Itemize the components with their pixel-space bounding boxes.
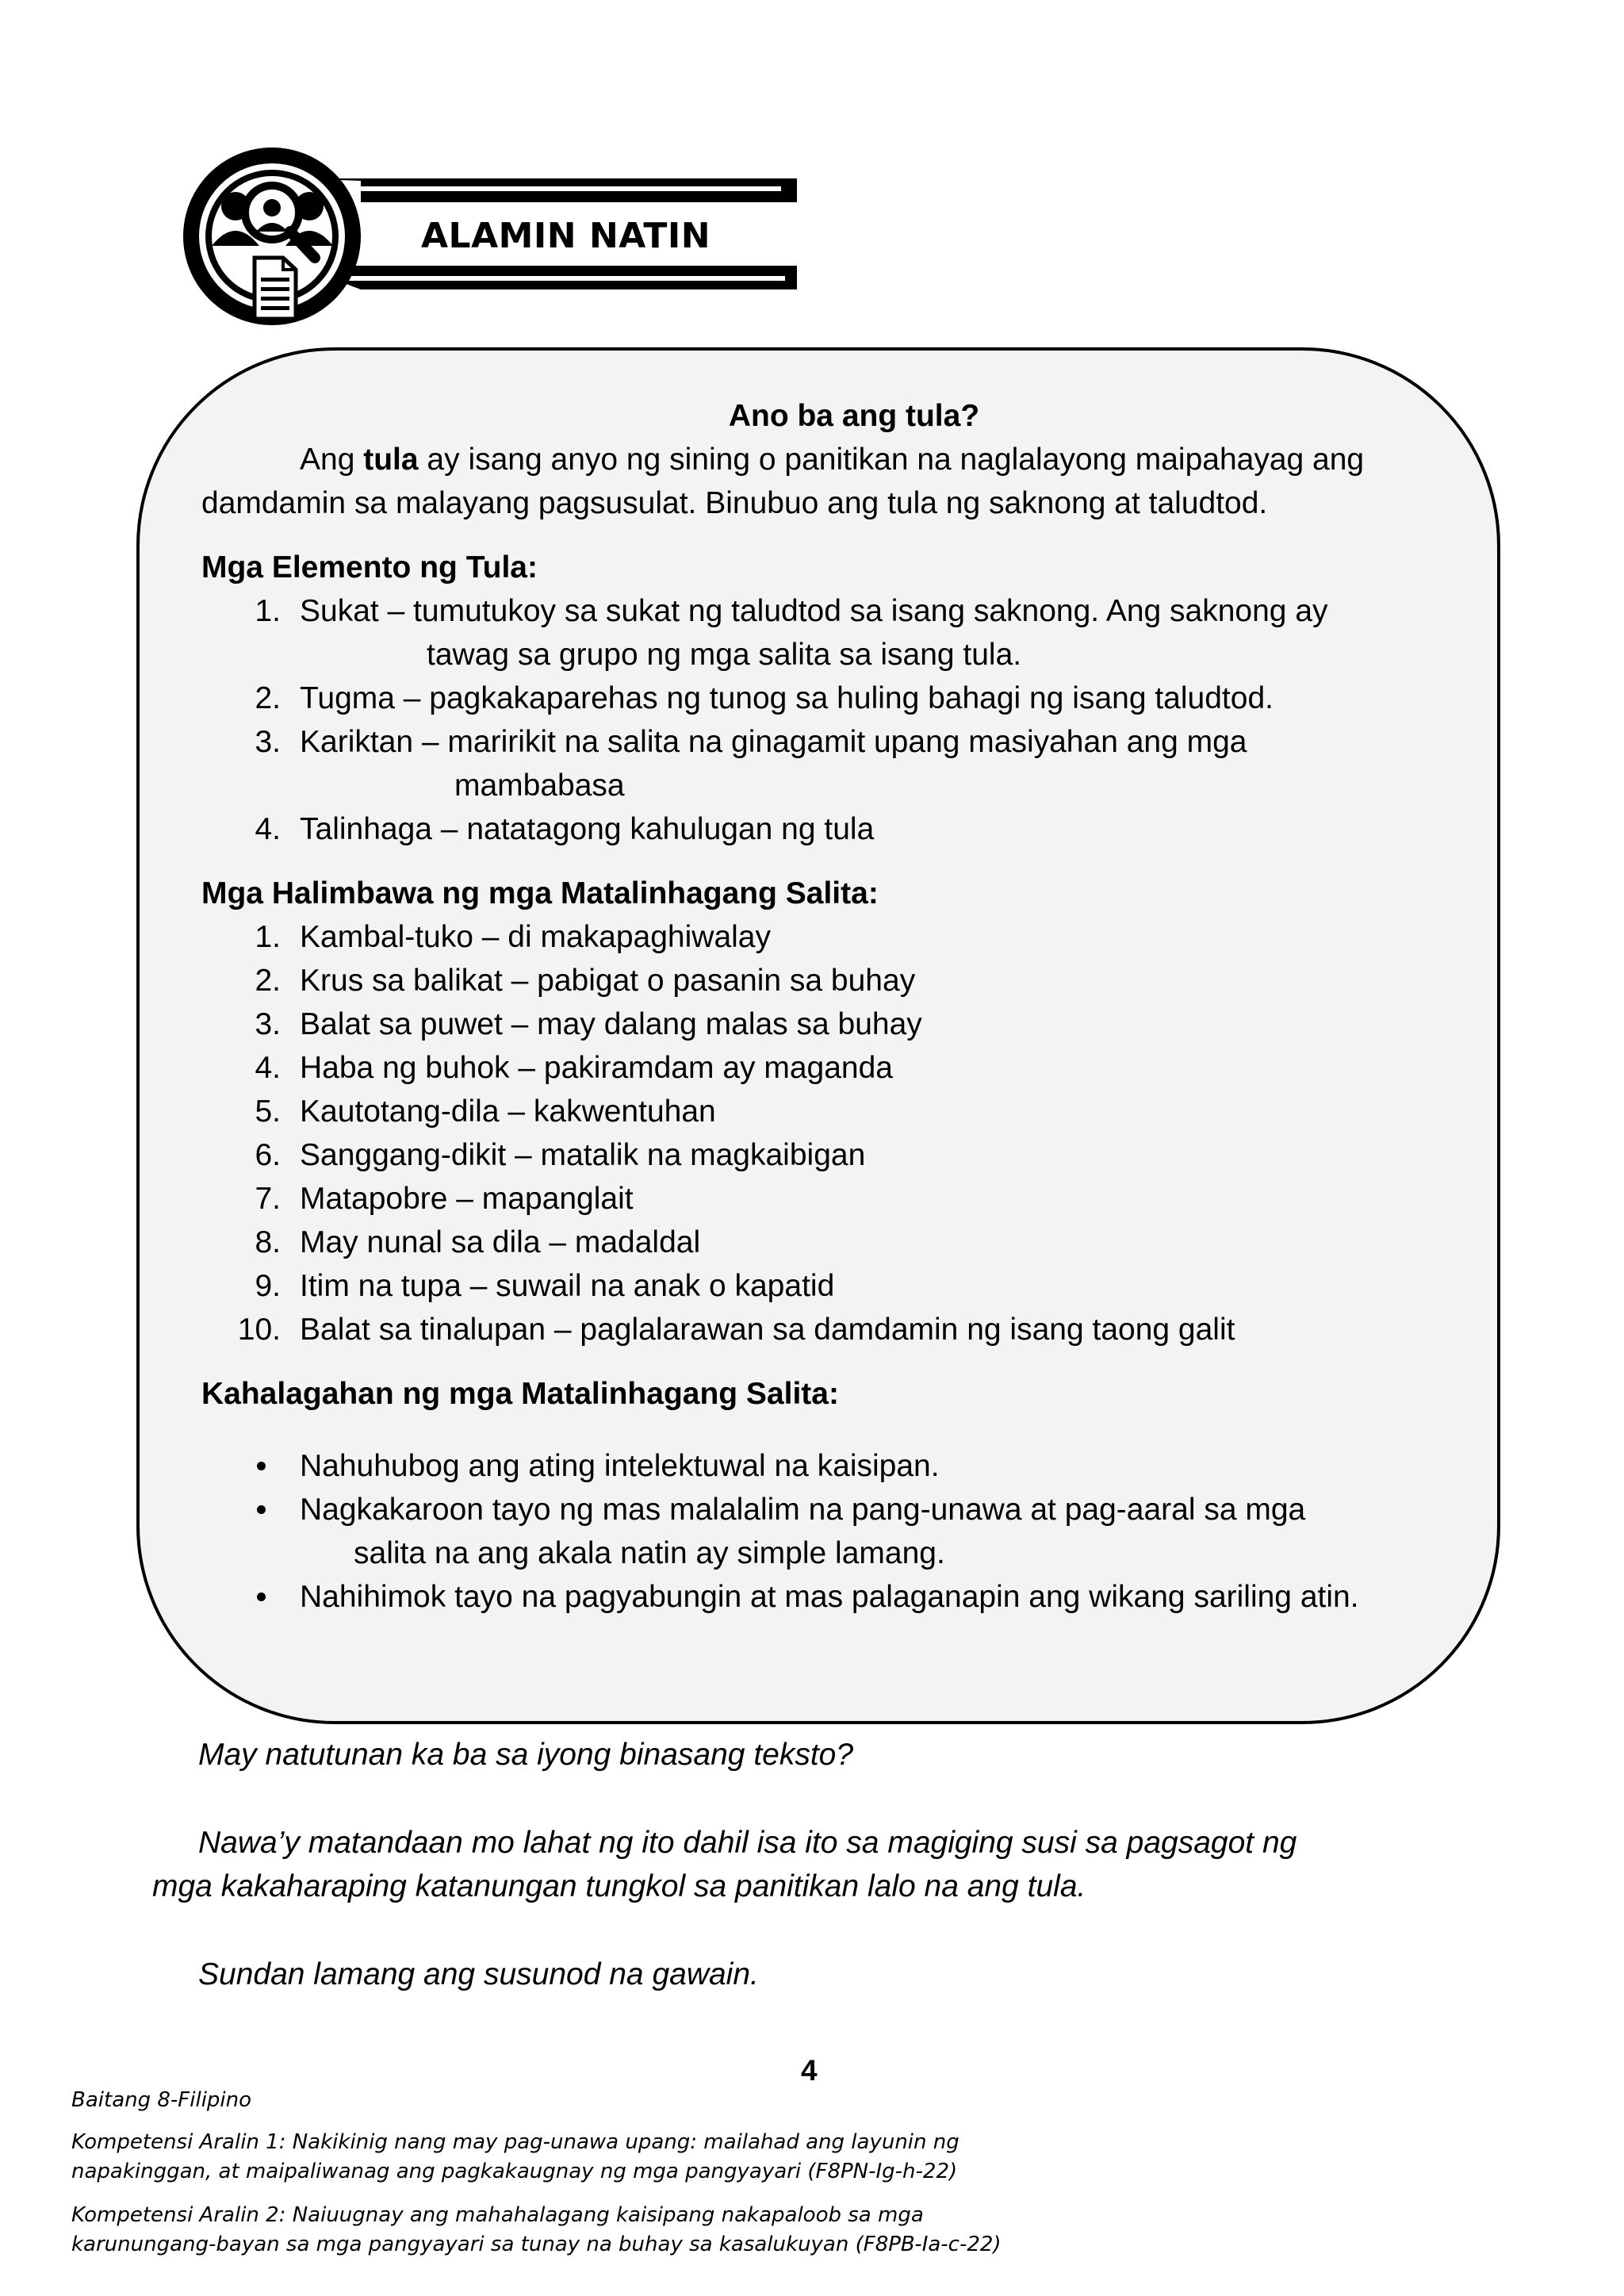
- closing-question: [198, 1733, 1467, 1777]
- list-item-text: Balat sa puwet – may dalang malas sa buhay: [300, 1007, 922, 1041]
- list-item-text: Kambal-tuko – di makapaghiwalay: [300, 920, 771, 954]
- list-item: [201, 720, 1454, 807]
- list-item: [201, 589, 1454, 677]
- section-banner: [178, 143, 813, 349]
- closing-reminder: [152, 1821, 1467, 1908]
- box-title: Ano ba ang tula?: [728, 399, 980, 433]
- section-title: ALAMIN NATIN: [421, 216, 711, 256]
- list-number: 1.: [255, 594, 281, 628]
- footer-competency-1: [71, 2128, 959, 2187]
- list-item-text: Talinhaga – natatagong kahulugan ng tula: [300, 812, 875, 846]
- list-number: 1.: [255, 920, 281, 954]
- elements-list: [201, 589, 1454, 851]
- closing-reminder-line1: Nawa’y matandaan mo lahat ng ito dahil isa ito sa magiging susi sa pagsagot ng: [198, 1826, 1297, 1860]
- list-item: [201, 1002, 1454, 1046]
- page-number: 4: [801, 2054, 818, 2087]
- list-item: [201, 1221, 1454, 1264]
- list-number: 2.: [255, 964, 281, 998]
- bullet-icon: [257, 1593, 266, 1601]
- intro-paragraph: [201, 438, 1454, 481]
- bullet-text: Nahihimok tayo na pagyabungin at mas palaganapin ang wikang sariling atin.: [300, 1580, 1359, 1614]
- closing-instruction-text: Sundan lamang ang susunod na gawain.: [198, 1957, 759, 1991]
- list-item-text: Sukat – tumutukoy sa sukat ng taludtod sa isang saknong. Ang saknong ay: [300, 594, 1328, 628]
- importance-heading: Kahalagahan ng mga Matalinhagang Salita:: [201, 1377, 839, 1411]
- footer-competency-1-line2: napakinggan, at maipaliwanag ang pagkakaugnay ng mga pangyayari (F8PN-Ig-h-22): [71, 2160, 958, 2183]
- list-item: [201, 1177, 1454, 1221]
- list-item-text: Krus sa balikat – pabigat o pasanin sa buhay: [300, 964, 916, 998]
- list-item: [201, 1133, 1454, 1177]
- intro-paragraph-line2: damdamin sa malayang pagsusulat. Binubuo ang tula ng saknong at taludtod.: [201, 486, 1268, 520]
- intro-text: ay isang anyo ng sining o panitikan na naglalayong maipahayag ang: [418, 443, 1365, 477]
- list-number: 9.: [255, 1269, 281, 1303]
- list-item-continuation: tawag sa grupo ng mga salita sa isang tula.: [427, 638, 1022, 672]
- list-item: [201, 915, 1454, 959]
- list-number: 3.: [255, 1007, 281, 1041]
- closing-question-text: May natutunan ka ba sa iyong binasang teksto?: [198, 1738, 854, 1772]
- footer-competency-2: [71, 2201, 1002, 2260]
- list-item: [201, 1046, 1454, 1090]
- list-number: 6.: [255, 1138, 281, 1172]
- bullet-text: Nagkakaroon tayo ng mas malalalim na pang-unawa at pag-aaral sa mga: [300, 1493, 1306, 1527]
- examples-list: [201, 915, 1454, 1351]
- list-number: 4.: [255, 812, 281, 846]
- lesson-content-box: [136, 347, 1500, 1724]
- bullet-text: Nahuhubog ang ating intelektuwal na kaisipan.: [300, 1449, 940, 1483]
- importance-list: [201, 1444, 1454, 1619]
- bullet-icon: [257, 1462, 266, 1470]
- list-item-text: Matapobre – mapanglait: [300, 1182, 634, 1216]
- footer-grade: Baitang 8-Filipino: [71, 2088, 252, 2112]
- list-item: [201, 1264, 1454, 1308]
- list-item-text: Kautotang-dila – kakwentuhan: [300, 1094, 716, 1129]
- list-number: 10.: [237, 1313, 281, 1347]
- bullet-item: [201, 1444, 1454, 1488]
- closing-instruction: [198, 1953, 1467, 1996]
- footer-competency-2-line2: karunungang-bayan sa mga pangyayari sa tunay na buhay sa kasalukuyan (F8PB-Ia-c-22): [71, 2233, 1002, 2256]
- list-number: 7.: [255, 1182, 281, 1216]
- bullet-item: [201, 1575, 1454, 1619]
- bullet-item: [201, 1488, 1454, 1575]
- intro-text: Ang: [300, 443, 364, 477]
- list-item: [201, 959, 1454, 1002]
- bullet-icon: [257, 1505, 266, 1514]
- footer-competency-2-line1: Kompetensi Aralin 2: Naiuugnay ang mahahalagang kaisipang nakapaloob sa mga: [71, 2203, 924, 2227]
- intro-bold-term: tula: [363, 443, 419, 477]
- list-item: [201, 807, 1454, 851]
- list-item-text: Tugma – pagkakaparehas ng tunog sa huling bahagi ng isang taludtod.: [300, 681, 1274, 715]
- elements-heading: Mga Elemento ng Tula:: [201, 550, 538, 585]
- list-item-text: Kariktan – maririkit na salita na ginagamit upang masiyahan ang mga: [300, 725, 1247, 759]
- list-number: 2.: [255, 681, 281, 715]
- list-number: 3.: [255, 725, 281, 759]
- list-item-text: Balat sa tinalupan – paglalarawan sa damdamin ng isang taong galit: [300, 1313, 1235, 1347]
- list-item: [201, 677, 1454, 720]
- list-item-text: Haba ng buhok – pakiramdam ay maganda: [300, 1051, 893, 1085]
- list-item: [201, 1308, 1454, 1351]
- list-number: 5.: [255, 1094, 281, 1129]
- list-item-text: Itim na tupa – suwail na anak o kapatid: [300, 1269, 835, 1303]
- examples-heading: Mga Halimbawa ng mga Matalinhagang Salita:: [201, 876, 879, 910]
- list-item-continuation: mambabasa: [454, 769, 625, 803]
- bullet-continuation: salita na ang akala natin ay simple lamang.: [354, 1536, 945, 1570]
- list-number: 4.: [255, 1051, 281, 1085]
- list-item-text: May nunal sa dila – madaldal: [300, 1225, 701, 1259]
- list-item-text: Sanggang-dikit – matalik na magkaibigan: [300, 1138, 866, 1172]
- list-item: [201, 1090, 1454, 1133]
- footer-competency-1-line1: Kompetensi Aralin 1: Nakikinig nang may pag-unawa upang: mailahad ang layunin ng: [71, 2130, 959, 2154]
- closing-reminder-line2: mga kakaharaping katanungan tungkol sa panitikan lalo na ang tula.: [152, 1869, 1086, 1903]
- list-number: 8.: [255, 1225, 281, 1259]
